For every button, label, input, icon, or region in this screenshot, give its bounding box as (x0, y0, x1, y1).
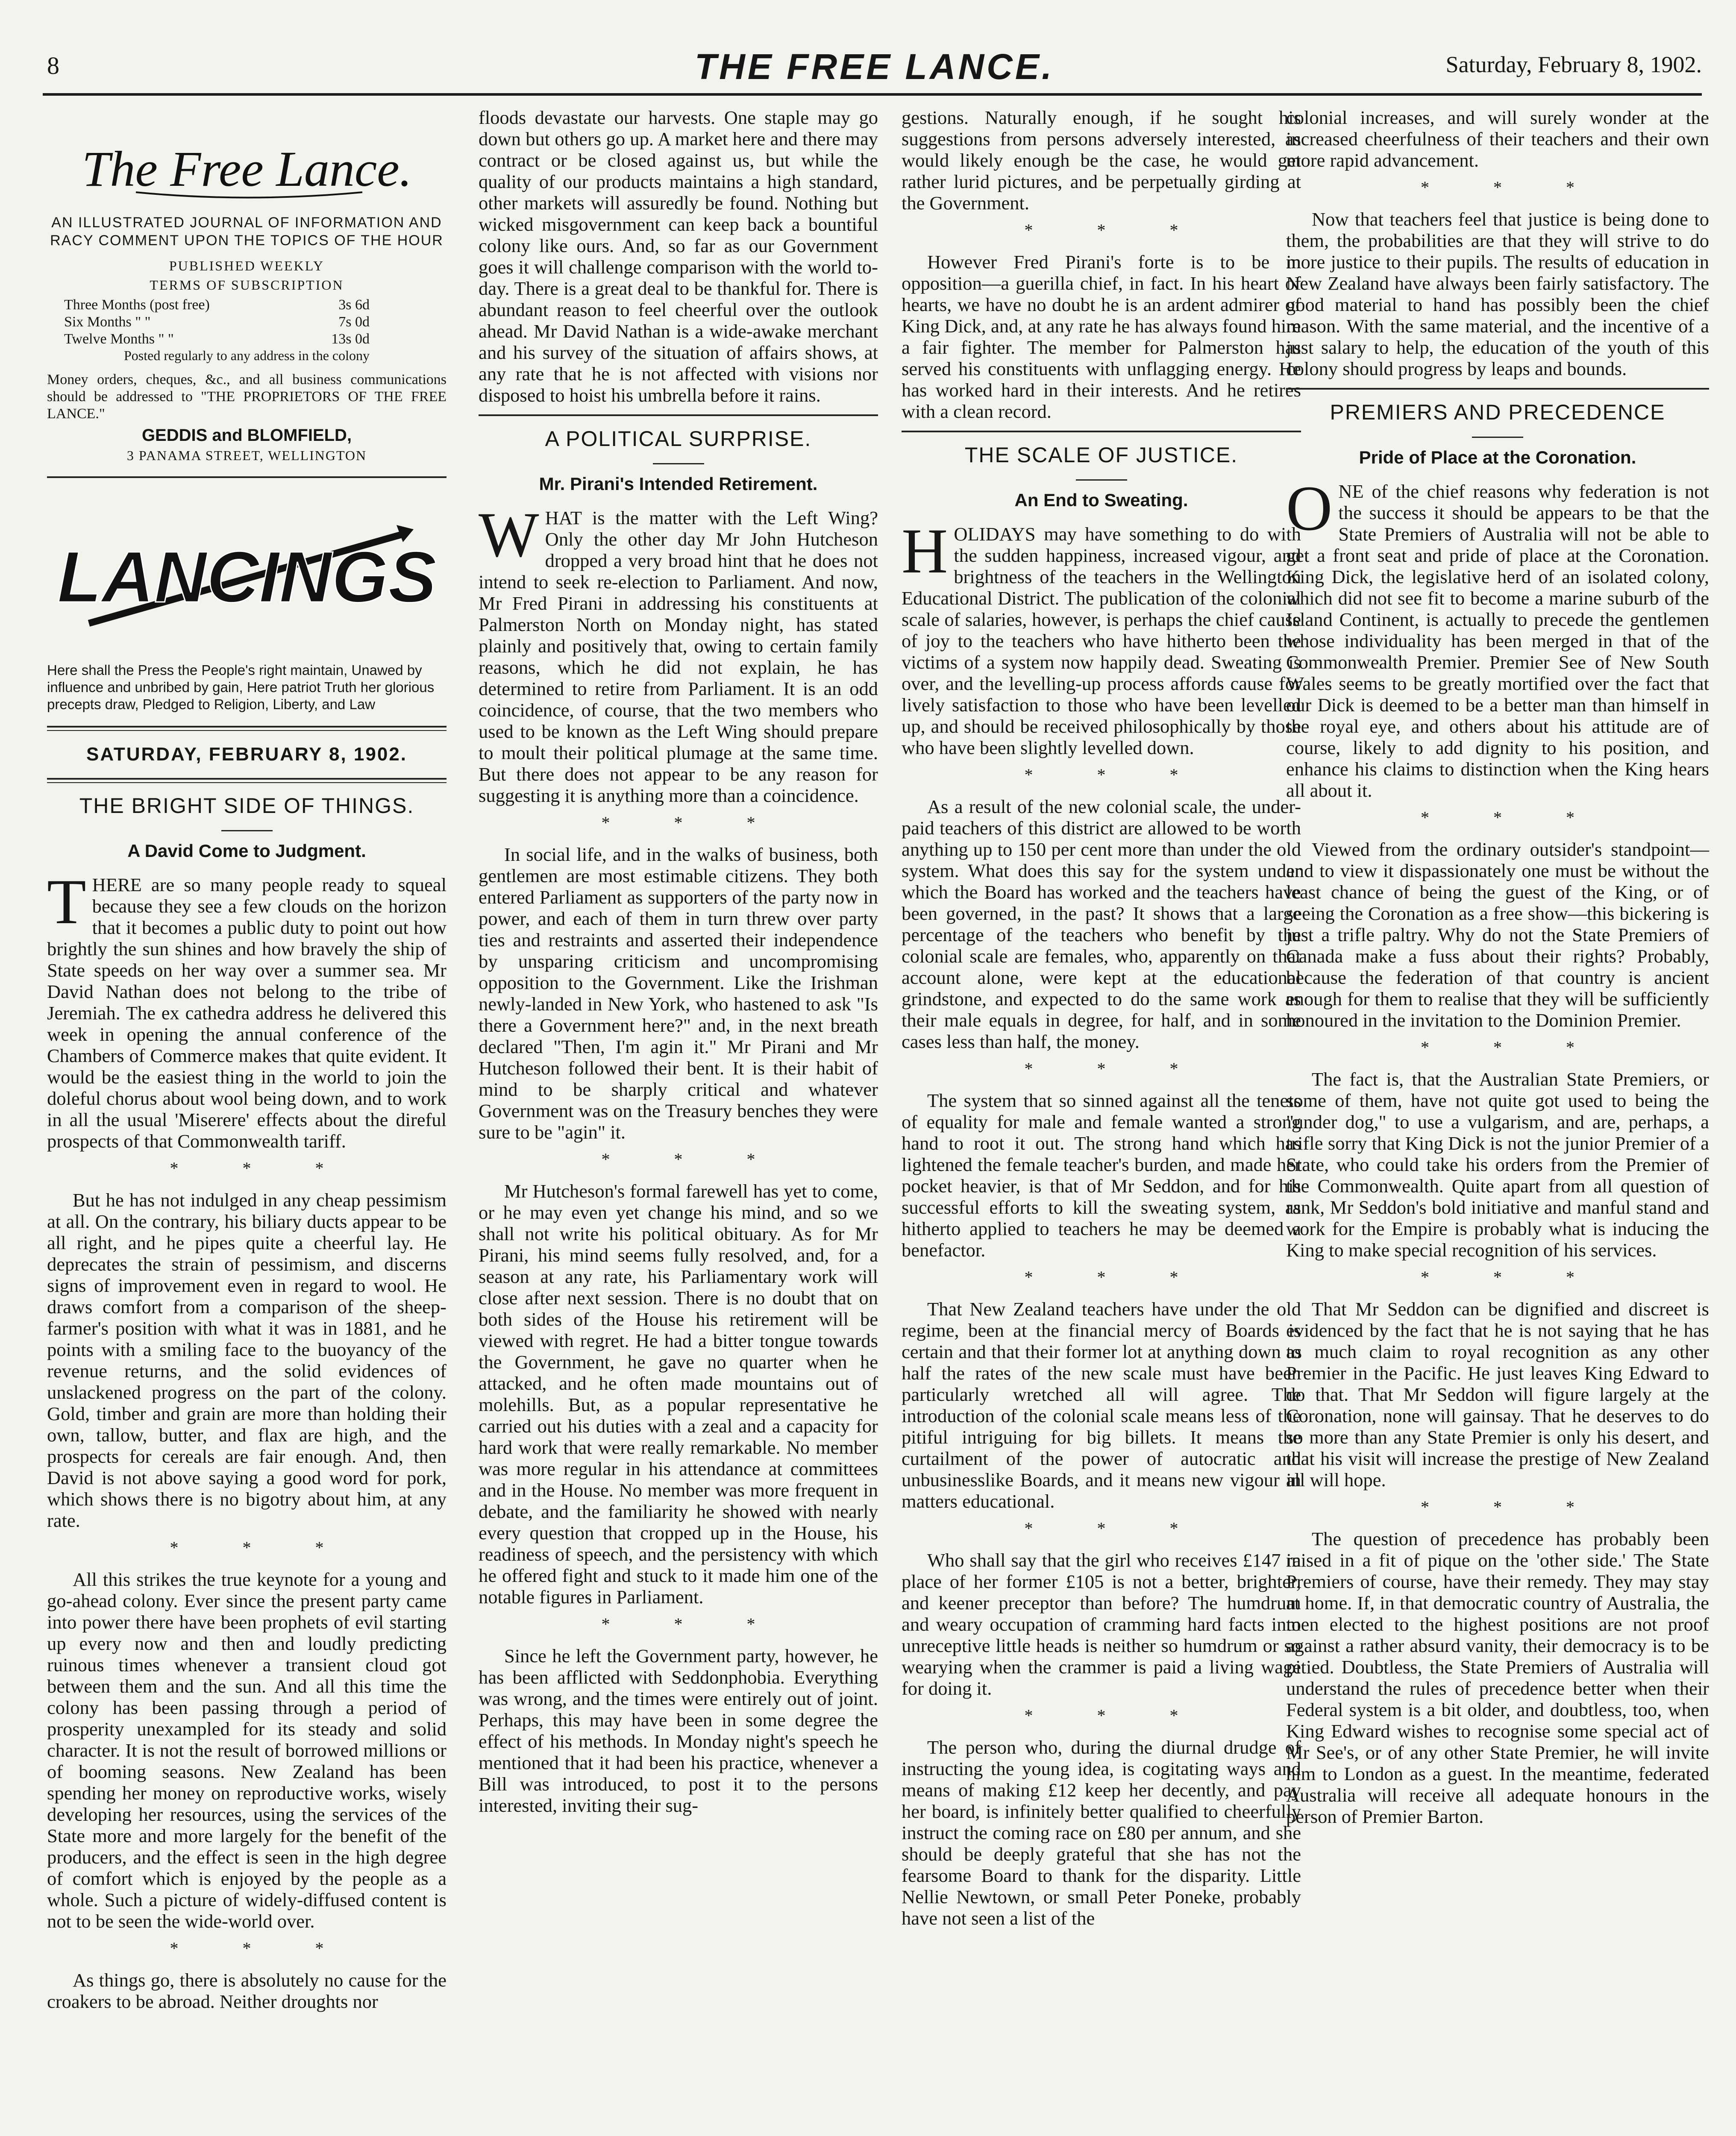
column-3 (902, 107, 1301, 2136)
column-1 (47, 107, 446, 2136)
article-paragraph: The fact is, that the Australian State Premiers, or some of them, have not quite got used to being the "under dog," to use a vulgarism, and are, perhaps, a trifle sorry that King Dick is not the junior Premier of a State, who could take his orders from the Premier of the Commonwealth. Quite apart from all question of rank, Mr Seddon's bold initiative and manful stand and work for the Empire is probably what is inducing the King to make special recognition of his services. (1286, 1068, 1709, 1261)
ornament-stars: * * * (601, 1614, 785, 1634)
logo-script-text: The Free Lance. (82, 141, 412, 197)
article-paragraph: But he has not indulged in any cheap pessimism at all. On the contrary, his biliary ducts appear to be all right, and he pipes quite a cheerful lay. He deprecates the strain of pessimism, and discerns signs of improvement even in regard to wool. He draws comfort from a comparison of the sheep-farmer's position with what it was in 1881, and he points with a smiling face to the buoyancy of the revenue returns, and the solid evidences of unslackened progress on the part of the colony. Gold, timber and grain are more than holding their own, tallow, butter, and flax are high, and the prospects for cereals are fair enough. And, then David is not above saying a good word for pork, which shows there is no bigotry about him, at any rate. (47, 1189, 446, 1531)
publisher-address: 3 PANAMA STREET, WELLINGTON (126, 448, 367, 463)
ornament-stars: * * * (601, 813, 785, 832)
ornament-stars: * * * (170, 1538, 354, 1557)
title-rule (221, 830, 273, 831)
article-paragraph: That New Zealand teachers have under the old regime, been at the financial mercy of Boards is certain and that their former lot at anything down to half the rates of the new scale must have been particularly wretched all will agree. The introduction of the colonial scale means less of the pitiful intriguing for big billets. It means the curtailment of the power of autocratic and unbusinesslike Boards, and it means new vigour in matters educational. (902, 1298, 1301, 1512)
free-lance-logo (82, 132, 412, 205)
ornament-stars: * * * (170, 1159, 354, 1178)
article-paragraph: All this strikes the true keynote for a young and go-ahead colony. Ever since the present party came into power there have been prophets of evil starting up every now and then and loudly predicting ruinous times whenever a transient cloud got between them and the sun. And all this time the colony has been passing through a period of prosperity unexampled for its steady and solid character. It is not the result of borrowed millions or of booming seasons. New Zealand has been spending her money on reproductive works, wisely developing her resources, using the services of the State more and more largely for the benefit of the producers, and the effect is seen in the high degree of comfort which is enjoyed by the people as a whole. Such a picture of widely-diffused content is not to be seen the wide-world over. (47, 1569, 446, 1932)
column-2 (479, 107, 878, 2136)
article-paragraph: The person who, during the diurnal drudge of instructing the young idea, is cogitating ways and means of making £12 keep her decently, and pay her board, is infinitely better qualified to cheerfully instruct the coming race on £80 per annum, and she should be deeply grateful that she has not the fearsome Board to thank for the disparity. Little Nellie Newtown, or small Peter Poneke, probably have not seen a list of the (902, 1737, 1301, 1929)
drop-cap: O (1286, 473, 1333, 544)
drop-cap: T (47, 866, 86, 937)
published-weekly: PUBLISHED WEEKLY (169, 258, 325, 273)
title-rule (1076, 479, 1127, 481)
running-head (47, 47, 1702, 98)
section-rule (1286, 388, 1709, 390)
article-paragraph: That Mr Seddon can be dignified and discreet is evidenced by the fact that he is not saying that he has as much claim to royal recognition as any other Premier in the Pacific. He just leaves King Edward to do that. That Mr Seddon will figure largely at the Coronation, none will gainsay. That he deserves to do so more than any State Premier is only his desert, and that his visit will increase the prestige of New Zealand all will hope. (1286, 1298, 1709, 1491)
money-orders-note: Money orders, cheques, &c., and all business communications should be addressed to "THE PROPRIETORS OF THE FREE LANCE." (47, 372, 446, 422)
ornament-stars: * * * (1024, 1519, 1208, 1538)
section-rule (902, 431, 1301, 432)
article-paragraph: In social life, and in the walks of business, both gentlemen are most estimable citizens. They both entered Parliament as supporters of the party now in power, and each of them in turn threw over party ties and restraints and asserted their independence by unsparing criticism and uncompromising opposition to the Government. Like the Irishman newly-landed in New York, who hastened to ask "Is there a Government here?" and, in the next breath declared "Then, I'm agin it." Mr Pirani and Mr Hutcheson followed their bent. It is their habit of mind to be sharply critical and whatever Government was on the Treasury benches they were sure to be "agin" it. (479, 844, 878, 1143)
ornament-stars: * * * (1421, 1038, 1604, 1057)
posted-note: Posted regularly to any address in the colony (124, 348, 370, 363)
article-subtitle: Pride of Place at the Coronation. (1359, 447, 1636, 467)
terms-row: Three Months (post free) 3s 6d (64, 297, 370, 313)
masthead-title: THE FREE LANCE. (694, 47, 1055, 87)
article-subtitle: Mr. Pirani's Intended Retirement. (539, 474, 818, 494)
article-paragraph: gestions. Naturally enough, if he sought his suggestions from persons adversely interested, as would likely enough be the case, he would get rather lurid pictures, and be perpetually girding at the Government. (902, 107, 1301, 214)
ornament-stars: * * * (170, 1939, 354, 1958)
lancings-logo-text: LANCINGS (57, 537, 437, 618)
issue-dateline: SATURDAY, FEBRUARY 8, 1902. (86, 744, 407, 765)
article-paragraph: THERE are so many people ready to squeal because they see a few clouds on the horizon that it becomes a public duty to point out how brightly the sun shines and how bravely the ship of State speeds on her way over a summer sea. Mr David Nathan does not belong to the tribe of Jeremiah. The ex cathedra address he delivered this week in opening the annual conference of the Chambers of Commerce makes that quite evident. It would be the easiest thing in the world to join the doleful chorus about wool being down, and to work in all the usual 'Miserere' effects about the direful prospects of that Commonwealth tariff. (47, 866, 446, 1152)
ornament-stars: * * * (1024, 765, 1208, 784)
lancings-logo (57, 495, 437, 649)
article-paragraph: However Fred Pirani's forte is to be in opposition—a guerilla chief, in fact. In his heart of hearts, we have no doubt he is an ardent admirer of King Dick, and, at any rate he has always found him a fair fighter. The member for Palmerston has served his constituents with unflagging energy. He has worked hard in their interests. And he retires with a clean record. (902, 251, 1301, 422)
page-number: 8 (47, 52, 59, 79)
title-rule (653, 463, 704, 464)
article-paragraph: The question of precedence has probably been raised in a fit of pique on the 'other side.' The State Premiers of course, have their remedy. They may stay at home. If, in that democratic country of Australia, the men elected to the highest positions are not proof against a rather absurd vanity, their democracy is to be pitied. Doubtless, the State Premiers of Australia will understand the rules of precedence better when their Federal system is a bit older, and doubtless, too, when King Edward wishes to recognise some special act of Mr See's, or of any other State Premier, he will invite him to London as a guest. In the meantime, federated Australia will receive all adequate honours in the person of Premier Barton. (1286, 1528, 1709, 1827)
issue-date-header: Saturday, February 8, 1902. (1445, 52, 1702, 77)
ornament-stars: * * * (1421, 1497, 1604, 1517)
terms-title: TERMS OF SUBSCRIPTION (150, 277, 344, 293)
article-paragraph: floods devastate our harvests. One staple may go down but others go up. A market here and there may contract or be closed against us, but while the quality of our products maintains a high standard, other markets will assuredly be found. Nothing but wicked misgovernment can keep back a bountiful colony like ours. And, so far as our Government goes it will challenge comparison with the world to-day. There is a great deal to be thankful for. There is abundant reason to feel cheerful over the outlook ahead. Mr David Nathan is a wide-awake merchant and his survey of the situation of affairs shows, at any rate that he is not affected with visions nor disposed to hoist his umbrella before it rains. (479, 107, 878, 406)
terms-table (47, 296, 446, 348)
article-paragraph: ONE of the chief reasons why federation is not the success it should be appears to be that the State Premiers of Australia will not be able to get a front seat and pride of place at the Coronation. King Dick, the legislative herd of an isolated colony, which did not see fit to become a marine suburb of the Island Continent, is actually to precede the gentlemen whose individuality has been merged in that of the Commonwealth Premier. Premier See of New South Wales seems to be greatly mortified over the fact that our Dick is deemed to be a better man than himself in the royal eye, and others about his attitude are of course, likely to add dignity to his position, and enhance his claims to distinction when the King hears all about it. (1286, 473, 1709, 801)
article-paragraph: Now that teachers feel that justice is being done to them, the probabilities are that they will strive to do more justice to their pupils. The results of education in New Zealand have always been fairly satisfactory. The good material to hand has possibly been the chief reason. With the same material, and the incentive of a just salary to help, the education of the youth of this colony should progress by leaps and bounds. (1286, 208, 1709, 379)
header-rule (43, 93, 1702, 96)
article-paragraph: As things go, there is absolutely no cause for the croakers to be abroad. Neither droughts nor (47, 1969, 446, 2012)
article-subtitle: A David Come to Judgment. (127, 841, 366, 861)
article-paragraph: Who shall say that the girl who receives £147 in place of her former £105 is not a better, brighter, and keener preceptor than before? The humdrum and weary occupation of cramming hard facts into unreceptive little heads is neither so humdrum or so wearying when the crammer is paid a living wage for doing it. (902, 1549, 1301, 1699)
double-rule (47, 726, 446, 731)
drop-cap: H (902, 516, 948, 587)
article-title: PREMIERS AND PRECEDENCE (1330, 400, 1666, 424)
terms-row: Twelve Months " " 13s 0d (64, 331, 370, 347)
ornament-stars: * * * (1421, 808, 1604, 827)
article-paragraph: Viewed from the ordinary outsider's standpoint—and to view it dispassionately one must be without the least chance of being the guest of the King, or of seeing the Coronation as a free show—this bickering is just a trifle paltry. Why do not the State Premiers of Canada make a fuss about their rights? Probably, because the federation of that country is ancient enough for them to realise that they will be sufficiently honoured in the invitation to the Dominion Premier. (1286, 839, 1709, 1031)
article-title: THE SCALE OF JUSTICE. (964, 443, 1238, 467)
article-paragraph: As a result of the new colonial scale, the under-paid teachers of this district are allowed to be worth anything up to 150 per cent more than under the old system. What does this say for the system under which the Board has worked and the teachers have been governed, in the past? It shows that a large percentage of the teachers who benefit by the colonial scale are females, who, apparently on that account alone, were kept at the educational grindstone, and expected to do the same work as their male equals in degree, for half, and in some cases less than half, the money. (902, 796, 1301, 1052)
terms-row: Six Months " " 7s 0d (64, 314, 370, 330)
ornament-stars: * * * (1421, 1268, 1604, 1287)
ornament-stars: * * * (1024, 1268, 1208, 1287)
column-4 (1286, 107, 1709, 2136)
ornament-stars: * * * (601, 1150, 785, 1169)
article-paragraph: Mr Hutcheson's formal farewell has yet to come, or he may even yet change his mind, and so we shall not write his political obituary. As for Mr Pirani, his mind seems fully resolved, and, for a season at any rate, his Parliamentary work will close after next session. There is no doubt that on both sides of the House his retirement will be viewed with regret. He had a bitter tongue towards the Government, he gave no quarter when he attacked, and he often made mountains out of molehills. But, as a popular representative he carried out his duties with a zeal and a capacity for hard work that were really remarkable. No member was more regular in his attendance at committees and in the House. No member was more frequent in debate, and the familiarity he showed with nearly every question that cropped up in the House, his readiness of speech, and the persistency with which he offered fight and stuck to it made him one of the notable figures in Parliament. (479, 1180, 878, 1608)
ornament-stars: * * * (1024, 1059, 1208, 1078)
article-paragraph: HOLIDAYS may have something to do with the sudden happiness, increased vigour, and brightness of the teachers in the Wellington Educational District. The publication of the colonial scale of salaries, however, is perhaps the chief cause of joy to the teachers who have hitherto been the victims of a system now happily dead. Sweating is over, and the levelling-up process affords cause for lively satisfaction to those who have been levelled up, and should be received philosophically by those who have been slightly levelled down. (902, 516, 1301, 758)
ornament-stars: * * * (1421, 178, 1604, 197)
section-rule (479, 414, 878, 416)
publisher-name: GEDDIS and BLOMFIELD, (141, 426, 352, 445)
drop-cap: W (479, 499, 539, 570)
article-paragraph: The system that so sinned against all the tenets of equality for male and female wanted a strong hand to root it out. The strong hand which has lightened the female teacher's burden, and made her pocket heavier, is that of Mr Seddon, and for his successful efforts to kill the sweating system, as hitherto applied to teachers he may be deemed a benefactor. (902, 1090, 1301, 1261)
ornament-stars: * * * (1024, 220, 1208, 240)
article-subtitle: An End to Sweating. (1014, 490, 1188, 510)
lancings-motto: Here shall the Press the People's right maintain, Unawed by influence and unbribed by gain, Here patriot Truth her glorious precepts draw, Pledged to Religion, Liberty, and Law (47, 662, 435, 712)
title-rule (1472, 437, 1523, 438)
article-paragraph: colonial increases, and will surely wonder at the increased cheerfulness of their teachers and their own more rapid advancement. (1286, 107, 1709, 171)
article-title: A POLITICAL SURPRISE. (545, 427, 812, 451)
article-paragraph: WHAT is the matter with the Left Wing? Only the other day Mr John Hutcheson dropped a very broad hint that he does not intend to seek re-election to Parliament. And now, Mr Fred Pirani in addressing his constituents at Palmerston North on Monday night, has stated plainly and positively that, owing to certain family reasons, which he did not explain, he has determined to retire from Parliament. It is an odd coincidence, of course, that the two members who used to be known as the Left Wing should prepare to moult their political plumage at the same time. But there does not appear to be any reason for suggesting it is anything more than a coincidence. (479, 499, 878, 806)
article-paragraph: Since he left the Government party, however, he has been afflicted with Seddonphobia. Everything was wrong, and the times were entirely out of joint. Perhaps, this may have been in some degree the effect of his methods. In Monday night's speech he mentioned that it had been his practice, whenever a Bill was introduced, to post it to the persons interested, inviting their sug- (479, 1645, 878, 1816)
ornament-stars: * * * (1024, 1706, 1208, 1725)
section-rule (47, 476, 446, 478)
journal-description: AN ILLUSTRATED JOURNAL OF INFORMATION AND RACY COMMENT UPON THE TOPICS OF THE HOUR (50, 214, 444, 249)
article-title: THE BRIGHT SIDE OF THINGS. (79, 794, 414, 818)
double-rule (47, 778, 446, 783)
